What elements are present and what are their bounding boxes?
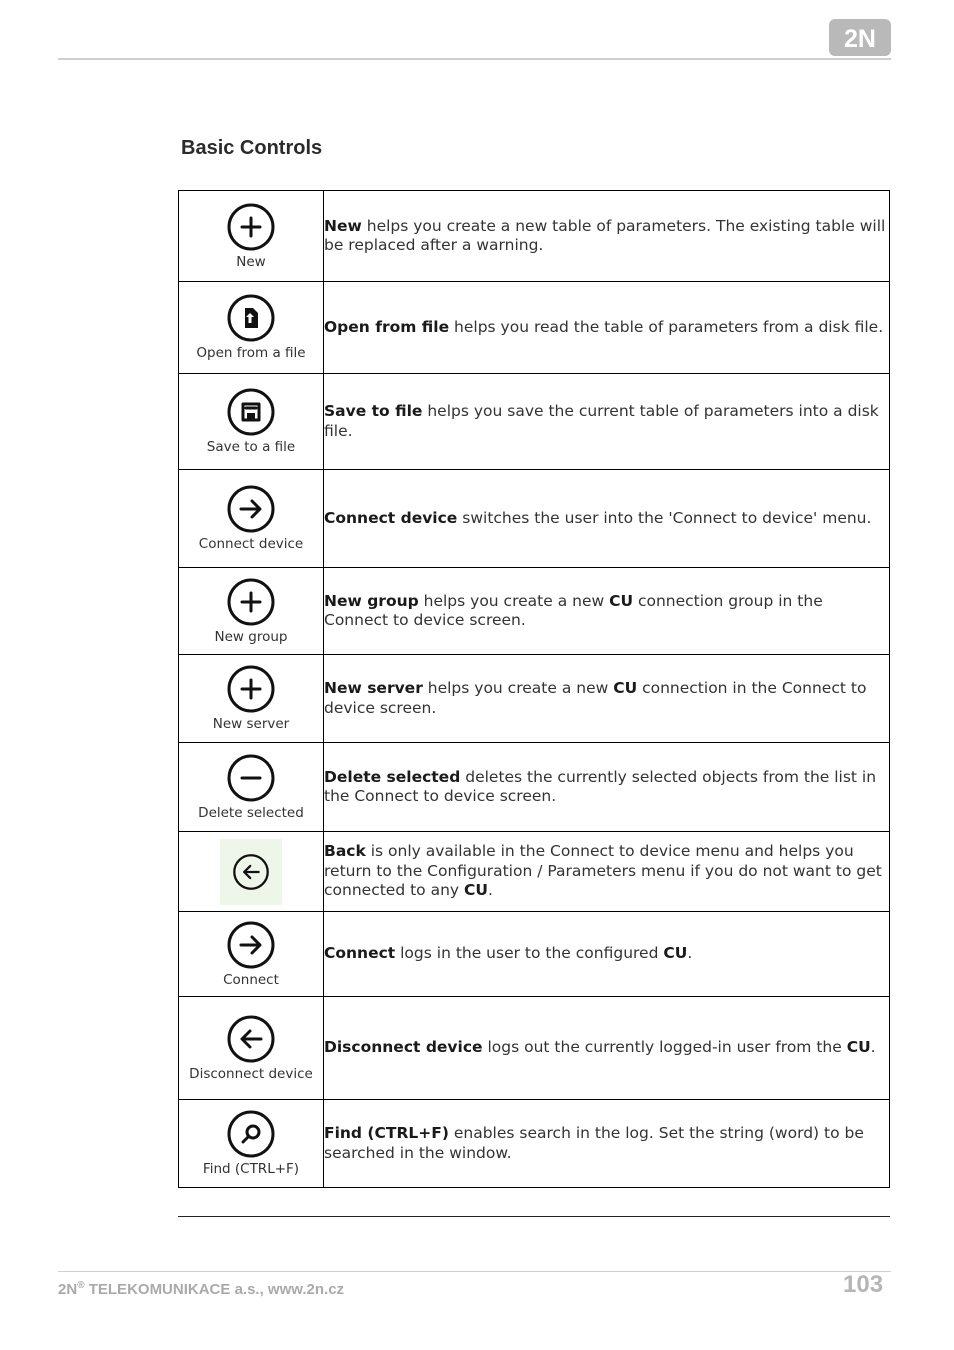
description-text: connection group in the Connect to device screen. xyxy=(324,591,823,629)
control-description xyxy=(324,743,890,832)
arrow-left-circle-icon xyxy=(232,853,270,891)
control-row xyxy=(179,832,890,912)
control-row xyxy=(179,912,890,997)
description-bold-term: New xyxy=(324,216,362,235)
logo-text: 2N xyxy=(844,25,876,53)
control-graphic xyxy=(203,1109,299,1178)
back-graphic xyxy=(220,839,282,905)
control-description xyxy=(324,282,890,374)
control-icon-cell xyxy=(179,912,324,997)
control-row xyxy=(179,470,890,568)
control-icon-cell xyxy=(179,282,324,374)
table-bottom-rule xyxy=(178,1216,890,1217)
description-bold-term: Find (CTRL+F) xyxy=(324,1124,449,1142)
control-graphic xyxy=(198,753,304,822)
description-text: logs out the currently logged-in user from the xyxy=(482,1038,847,1057)
description-bold-term: Delete selected xyxy=(324,767,461,786)
section-title: Basic Controls xyxy=(181,137,323,159)
page-number: 103 xyxy=(843,1271,884,1298)
control-icon-cell xyxy=(179,191,324,282)
2n-logo xyxy=(829,19,891,56)
control-graphic xyxy=(189,1014,313,1083)
control-description xyxy=(324,912,890,997)
control-graphic xyxy=(226,202,276,271)
control-row xyxy=(179,374,890,470)
control-row xyxy=(179,568,890,655)
control-graphic xyxy=(196,293,305,362)
control-label: Save to a file xyxy=(206,439,296,455)
description-bold-term: CU xyxy=(663,944,688,963)
description-text: deletes the currently selected objects from the list in the Connect to device screen. xyxy=(324,767,877,805)
description-text: . xyxy=(687,944,693,963)
control-description xyxy=(324,568,890,655)
description-text: is only available in the Connect to device menu and helps you return to the Configuration / Parameters menu if you do not want to get connected to any xyxy=(324,842,882,900)
control-row xyxy=(179,743,890,832)
control-label: Connect xyxy=(223,971,279,988)
control-description xyxy=(324,997,890,1100)
description-text: . xyxy=(870,1038,876,1057)
description-bold-term: New server xyxy=(324,679,423,697)
save-icon xyxy=(226,387,276,437)
arrow-right-circle-icon xyxy=(226,484,276,534)
control-label: Find (CTRL+F) xyxy=(202,1161,300,1177)
arrow-right-circle-icon xyxy=(226,920,276,970)
description-text: helps you create a new table of parameters. The existing table will be replaced after a warning. xyxy=(324,216,886,254)
description-bold-term: CU xyxy=(464,881,488,900)
plus-circle-icon xyxy=(226,664,276,714)
control-label: New group xyxy=(214,628,288,645)
search-circle-icon xyxy=(226,1109,276,1159)
description-bold-term: Back xyxy=(324,842,366,861)
control-row xyxy=(179,1100,890,1188)
description-text: helps you create a new xyxy=(422,679,614,697)
description-bold-term: CU xyxy=(609,591,634,610)
description-bold-term: Connect device xyxy=(324,508,458,527)
control-description xyxy=(324,374,890,470)
control-label: Disconnect device xyxy=(189,1065,313,1082)
description-text: enables search in the log. Set the string (word) to be searched in the window. xyxy=(324,1124,864,1162)
control-description xyxy=(324,832,890,912)
control-row xyxy=(179,282,890,374)
control-graphic xyxy=(213,664,289,733)
control-label: Connect device xyxy=(198,536,304,552)
control-icon-cell xyxy=(179,655,324,743)
description-bold-term: Open from file xyxy=(324,317,450,336)
description-text: switches the user into the 'Connect to device' menu. xyxy=(457,508,872,527)
control-label: New xyxy=(236,253,266,270)
control-icon-cell xyxy=(179,470,324,568)
control-icon-cell xyxy=(179,997,324,1100)
header-rule xyxy=(58,58,891,60)
plus-circle-icon xyxy=(226,577,276,627)
control-description xyxy=(324,191,890,282)
control-icon-cell xyxy=(179,374,324,470)
description-bold-term: Disconnect device xyxy=(324,1038,483,1057)
control-graphic xyxy=(215,577,288,646)
control-row xyxy=(179,655,890,743)
description-bold-term: New group xyxy=(324,591,419,610)
control-label: Open from a file xyxy=(196,345,306,361)
open-file-icon xyxy=(226,293,276,343)
control-icon-cell xyxy=(179,832,324,912)
control-description xyxy=(324,655,890,743)
control-description xyxy=(324,1100,890,1188)
control-row xyxy=(179,191,890,282)
description-text: logs in the user to the configured xyxy=(395,944,664,963)
description-bold-term: CU xyxy=(613,679,638,697)
control-description xyxy=(324,470,890,568)
description-text: helps you create a new xyxy=(418,591,610,610)
description-text: helps you read the table of parameters from a disk file. xyxy=(449,317,884,336)
control-row xyxy=(179,997,890,1100)
description-bold-term: CU xyxy=(846,1038,871,1057)
description-text: connection in the Connect to device screen. xyxy=(324,679,867,717)
controls-table xyxy=(178,190,890,1188)
control-icon-cell xyxy=(179,1100,324,1188)
description-text: helps you save the current table of parameters into a disk file. xyxy=(324,402,879,440)
control-icon-cell xyxy=(179,568,324,655)
control-graphic xyxy=(207,387,295,456)
description-bold-term: Save to file xyxy=(324,402,423,420)
footer-company: 2N® TELEKOMUNIKACE a.s., www.2n.cz xyxy=(58,1280,345,1298)
footer-rule xyxy=(58,1271,891,1272)
arrow-left-circle-icon xyxy=(226,1014,276,1064)
control-label: New server xyxy=(212,716,290,732)
control-label: Delete selected xyxy=(198,804,304,821)
control-icon-cell xyxy=(179,743,324,832)
minus-circle-icon xyxy=(226,753,276,803)
plus-circle-icon xyxy=(226,202,276,252)
control-graphic xyxy=(199,484,303,553)
description-bold-term: Connect xyxy=(324,944,396,963)
description-text: . xyxy=(487,881,493,900)
control-graphic xyxy=(223,920,279,989)
